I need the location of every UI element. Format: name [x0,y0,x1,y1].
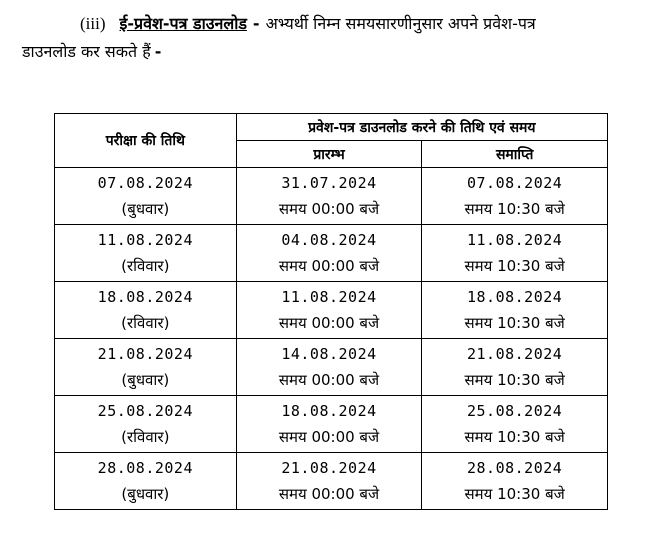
cell-end [422,396,608,453]
cell-end [422,339,608,396]
paragraph-text-line2: डाउनलोड कर सकते हैं [22,42,151,61]
cell-start [236,396,422,453]
start-time: समय 00:00 बजे [278,371,380,389]
cell-end [422,225,608,282]
cell-exam [55,225,237,282]
start-time: समय 00:00 बजे [278,314,380,332]
header-end: समाप्ति [422,141,608,168]
exam-day: (बुधवार) [121,485,170,503]
paragraph-text-line1: अभ्यर्थी निम्न समयसारणीनुसार अपने प्रवेश-पत्र [265,14,536,33]
end-date: 11.08.2024 [467,231,563,249]
exam-date: 11.08.2024 [97,231,193,249]
start-time: समय 00:00 बजे [278,428,380,446]
cell-exam [55,396,237,453]
start-date: 31.07.2024 [281,174,377,192]
cell-start [236,225,422,282]
end-time: समय 10:30 बजे [464,428,565,446]
end-date: 07.08.2024 [467,174,563,192]
cell-exam [55,168,237,225]
table-row [55,339,608,396]
exam-date: 28.08.2024 [97,459,193,477]
table-row [55,396,608,453]
start-date: 14.08.2024 [281,345,377,363]
header-start: प्रारम्भ [236,141,422,168]
cell-end [422,282,608,339]
cell-end [422,453,608,510]
table-body [55,168,608,510]
admit-card-paragraph [22,10,642,66]
exam-day: (रविवार) [121,428,170,446]
end-date: 28.08.2024 [467,459,563,477]
header-download-date-time: प्रवेश-पत्र डाउनलोड करने की तिथि एवं समय [236,114,607,141]
start-date: 11.08.2024 [281,288,377,306]
cell-end [422,168,608,225]
start-date: 21.08.2024 [281,459,377,477]
table-row [55,282,608,339]
paragraph-end-dash: - [154,42,162,61]
exam-day: (रविवार) [121,314,170,332]
cell-start [236,168,422,225]
end-time: समय 10:30 बजे [464,257,565,275]
end-time: समय 10:30 बजे [464,200,565,218]
end-date: 18.08.2024 [467,288,563,306]
section-heading: ई-प्रवेश-पत्र डाउनलोड [119,14,247,33]
start-date: 04.08.2024 [281,231,377,249]
end-time: समय 10:30 बजे [464,485,565,503]
header-exam-date: परीक्षा की तिथि [55,114,237,168]
cell-exam [55,282,237,339]
start-date: 18.08.2024 [281,402,377,420]
cell-start [236,339,422,396]
exam-date: 21.08.2024 [97,345,193,363]
heading-dash: - [252,14,260,33]
cell-start [236,453,422,510]
cell-exam [55,453,237,510]
paragraph-line2 [22,38,642,66]
exam-date: 07.08.2024 [97,174,193,192]
start-time: समय 00:00 बजे [278,200,380,218]
end-time: समय 10:30 बजे [464,371,565,389]
end-date: 25.08.2024 [467,402,563,420]
exam-date: 18.08.2024 [97,288,193,306]
end-date: 21.08.2024 [467,345,563,363]
table-row [55,453,608,510]
exam-date: 25.08.2024 [97,402,193,420]
end-time: समय 10:30 बजे [464,314,565,332]
exam-day: (बुधवार) [121,200,170,218]
table-row [55,225,608,282]
cell-exam [55,339,237,396]
start-time: समय 00:00 बजे [278,485,380,503]
cell-start [236,282,422,339]
start-time: समय 00:00 बजे [278,257,380,275]
admit-card-schedule-table [54,113,608,510]
section-number: (iii) [80,14,106,33]
exam-day: (बुधवार) [121,371,170,389]
table-row [55,168,608,225]
exam-day: (रविवार) [121,257,170,275]
